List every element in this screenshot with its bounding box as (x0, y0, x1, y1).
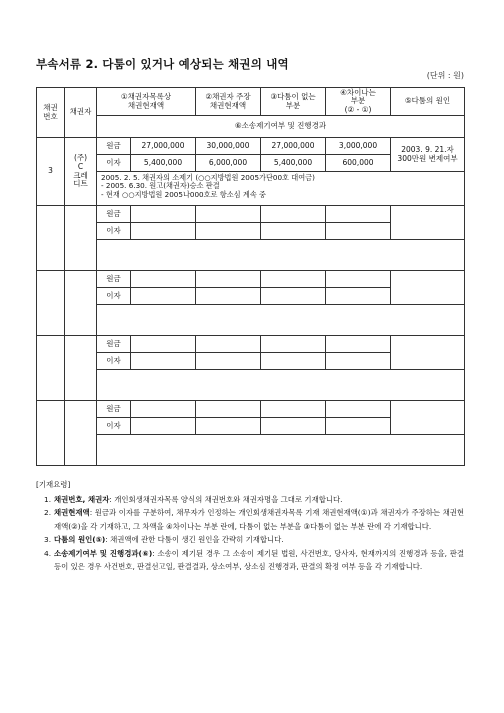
interest-col4 (326, 353, 391, 370)
principal-label: 원금 (97, 336, 131, 353)
interest-col2 (196, 223, 261, 240)
principal-col4 (326, 271, 391, 288)
interest-col1: 5,400,000 (131, 155, 196, 172)
instruction-number: 2. (44, 508, 52, 517)
table-row (37, 240, 465, 271)
principal-col2 (196, 271, 261, 288)
interest-col3 (261, 223, 326, 240)
interest-label: 이자 (97, 155, 131, 172)
table-row (37, 336, 465, 353)
dispute-cause (391, 336, 465, 370)
row-number (37, 401, 65, 466)
row-creditor (65, 138, 97, 206)
header-col6: ⑥소송제기여부 및 진행경과 (97, 116, 465, 138)
table-row (37, 370, 465, 401)
header-col4-text: ④차이나는 부분 (② - ①) (340, 87, 376, 114)
interest-col2 (196, 418, 261, 435)
principal-col4: 3,000,000 (326, 138, 391, 155)
header-col2-text: ②채권자 주장 채권현재액 (205, 91, 251, 110)
header-creditor-no (37, 88, 65, 138)
lawsuit-progress (97, 435, 465, 466)
instruction-number: 1. (44, 494, 52, 504)
principal-col4 (326, 206, 391, 223)
interest-col1 (131, 353, 196, 370)
interest-col3: 5,400,000 (261, 155, 326, 172)
instruction-item (36, 506, 464, 533)
interest-col1 (131, 418, 196, 435)
interest-label: 이자 (97, 353, 131, 370)
interest-col2 (196, 353, 261, 370)
principal-col2 (196, 206, 261, 223)
principal-col1 (131, 271, 196, 288)
row-number (37, 336, 65, 401)
row-number (37, 271, 65, 336)
disputed-claims-table (36, 87, 465, 466)
interest-label: 이자 (97, 418, 131, 435)
header-col1-text: ①채권자목록상 채권현재액 (120, 91, 172, 110)
header-col2 (196, 88, 261, 116)
dispute-cause (391, 138, 465, 172)
lawsuit-line: - 2005. 6.30. 원고(채권자)승소 판결 (101, 181, 220, 191)
row-creditor (65, 271, 97, 336)
principal-label: 원금 (97, 401, 131, 418)
row-creditor (65, 401, 97, 466)
lawsuit-progress (97, 370, 465, 401)
table-row (37, 435, 465, 466)
table-row (37, 271, 465, 288)
table-row (37, 172, 465, 206)
principal-col3: 27,000,000 (261, 138, 326, 155)
interest-col1 (131, 288, 196, 305)
principal-label: 원금 (97, 206, 131, 223)
header-col1 (97, 88, 196, 116)
interest-col1 (131, 223, 196, 240)
header-creditor: 채권자 (65, 88, 97, 138)
principal-col3 (261, 401, 326, 418)
document-title: 부속서류 2. 다툼이 있거나 예상되는 채권의 내역 (36, 57, 289, 71)
dispute-cause-text: 2003. 9. 21.자 300만원 변제여부 (397, 144, 458, 163)
dispute-cause (391, 401, 465, 435)
interest-col2: 6,000,000 (196, 155, 261, 172)
interest-col4 (326, 223, 391, 240)
principal-label: 원금 (97, 138, 131, 155)
lawsuit-progress (97, 305, 465, 336)
interest-col2 (196, 288, 261, 305)
instruction-item (36, 547, 464, 574)
row-number: 3 (37, 138, 65, 206)
header-col3-text: ③다툼이 없는 부분 (270, 91, 316, 110)
lawsuit-line: 2005. 2. 5. 채권자의 소제기 (○○지방법원 2005가단00호 대여금) (101, 173, 315, 182)
row-creditor (65, 206, 97, 271)
table-row (37, 305, 465, 336)
table-row (37, 206, 465, 223)
instruction-number: 4. (44, 548, 52, 558)
interest-col3 (261, 353, 326, 370)
row-number (37, 206, 65, 271)
instructions (36, 478, 464, 574)
dispute-cause (391, 271, 465, 305)
interest-col4 (326, 418, 391, 435)
instruction-term: 채권현재액 (54, 508, 90, 517)
instruction-item (36, 533, 464, 547)
instruction-item (36, 493, 464, 507)
instruction-text: : 소송이 제기된 경우 그 소송이 제기된 법원, 사건번호, 당사자, 현재까지의 진행경과 등을, 판결 등이 있은 경우 사건번호, 판결선고일, 판결결과, 상소여부, 상소심 진행경과, 판결의 확정 여부 등을 각 기재합니다. (54, 548, 464, 571)
principal-col3 (261, 206, 326, 223)
instruction-text: : 채권액에 관한 다툼이 생긴 원인을 간략히 기재합니다. (105, 535, 284, 544)
unit-label: (단위 : 원) (426, 71, 464, 80)
principal-col3 (261, 271, 326, 288)
instruction-term: 소송제기여부 및 진행경과(⑥) (54, 548, 153, 558)
interest-label: 이자 (97, 288, 131, 305)
lawsuit-line: - 현재 ○○지방법원 2005나000호로 항소심 계속 중 (101, 189, 267, 199)
header-creditor-no-text: 채권 번호 (43, 102, 58, 121)
table-row (37, 138, 465, 155)
principal-col2 (196, 401, 261, 418)
header-col3 (261, 88, 326, 116)
header-col5: ⑤다툼의 원인 (391, 88, 465, 116)
lawsuit-progress (97, 172, 465, 206)
instruction-term: 다툼의 원인(⑤) (54, 535, 106, 544)
principal-col4 (326, 401, 391, 418)
row-creditor (65, 336, 97, 401)
interest-col4 (326, 288, 391, 305)
interest-col3 (261, 418, 326, 435)
dispute-cause (391, 206, 465, 240)
principal-col1 (131, 336, 196, 353)
principal-col2 (196, 336, 261, 353)
principal-col1 (131, 206, 196, 223)
instruction-text: : 원금과 이자를 구분하여, 채무자가 인정하는 개인회생채권자목록 기재 채권현재액(①)과 채권자가 주장하는 채권현재액(②)을 각 기재하고, 그 차액을 ④차이나는 부분 란에, 다툼이 없는 부분을 ③다툼이 없는 부분 란에 각 기재합니다. (54, 508, 464, 531)
principal-col1 (131, 401, 196, 418)
header-col4 (326, 88, 391, 116)
interest-label: 이자 (97, 223, 131, 240)
instruction-term: 채권번호, 채권자 (54, 494, 110, 504)
instruction-number: 3. (44, 535, 52, 544)
row-creditor-text: (주) C 크레 디트 (73, 153, 88, 189)
lawsuit-progress (97, 240, 465, 271)
principal-col2: 30,000,000 (196, 138, 261, 155)
interest-col4: 600,000 (326, 155, 391, 172)
principal-label: 원금 (97, 271, 131, 288)
table-row (37, 401, 465, 418)
principal-col1: 27,000,000 (131, 138, 196, 155)
instruction-text: : 개인회생채권자목록 양식의 채권번호와 채권자명을 그대로 기재합니다. (109, 494, 343, 504)
instructions-header: [기재요령] (36, 480, 71, 489)
interest-col3 (261, 288, 326, 305)
principal-col4 (326, 336, 391, 353)
principal-col3 (261, 336, 326, 353)
